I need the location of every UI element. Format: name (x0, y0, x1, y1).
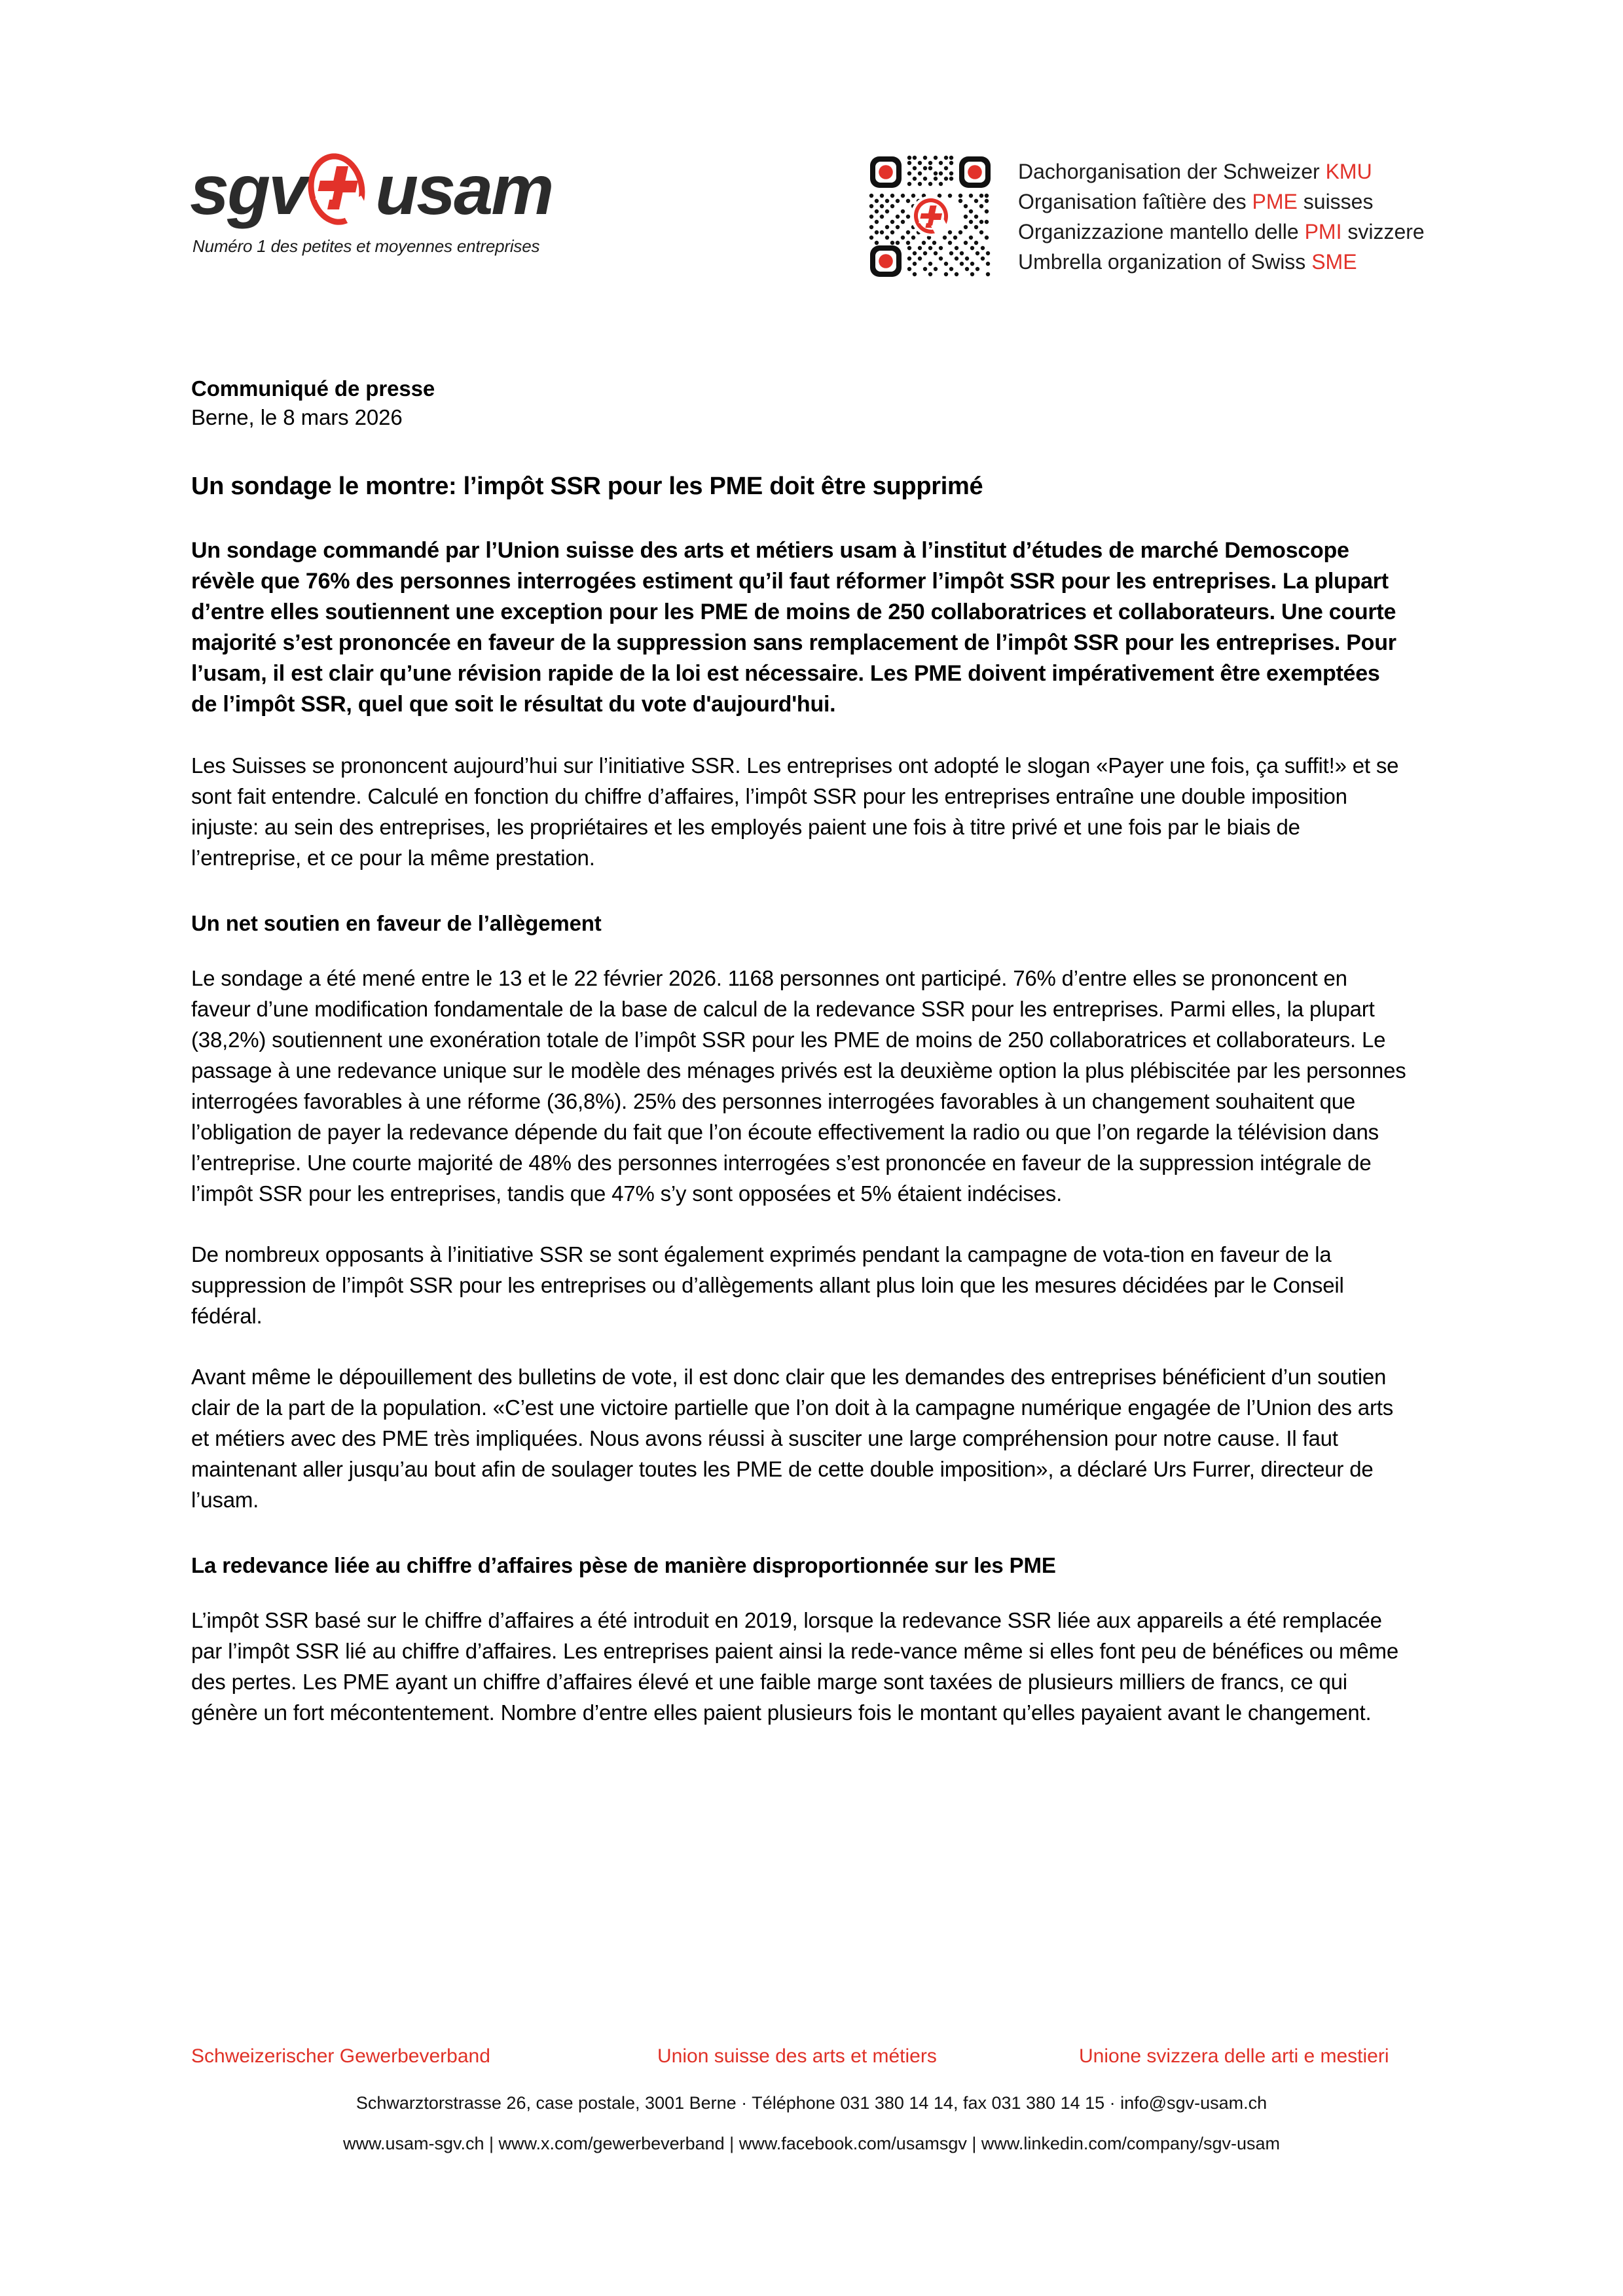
org-taglines (1018, 154, 1425, 277)
org-tagline-fr (1018, 187, 1425, 217)
org-tagline-fr-text: Organisation faîtière des (1018, 190, 1252, 213)
qr-code-icon[interactable] (867, 154, 993, 279)
swiss-cross-oval-icon (302, 152, 378, 228)
footer-contact-line: Schwarztorstrasse 26, case postale, 3001 Berne · Téléphone 031 380 14 14, fax 031 380 14 15 · info@sgv-usam.ch (356, 2093, 1267, 2113)
footer-org-it: Unione svizzera delle arti e mestieri (1079, 2045, 1389, 2067)
paragraph-2: Le sondage a été mené entre le 13 et le 22 février 2026. 1168 personnes ont participé. 76% d’entre elles se prononcent en faveur d’une modification fondamentale de la base de calcul de la redevance SSR pour les entreprises. Parmi elles, la plupart (38,2%) soutiennent une exonération totale de l’impôt SSR pour les PME de moins de 250 collaboratrices et collaborateurs. Le passage à une redevance unique sur le modèle des ménages privés est la deuxième option la plus plébiscitée par les personnes interrogées favorables à une réforme (36,8%). 25% des personnes interrogées favorables à un changement souhaitent que l’obligation de payer la redevance dépende du fait que l’on écoute effectivement la radio ou que l’on regarde la télévision dans l’entreprise. Une courte majorité de 48% des personnes interrogées s’est prononcée en faveur de la suppression intégrale de l’impôt SSR pour les entreprises, tandis que 47% s’y sont opposées et 5% étaient indécises. (191, 966, 1406, 1206)
org-tagline-it-text: Organizzazione mantello delle (1018, 220, 1305, 243)
paragraph-4: Avant même le dépouillement des bulletins de vote, il est donc clair que les demandes des entreprises bénéficient d’un soutien clair de la part de la population. «C’est une victoire partielle que l’on doit à la campagne numérique engagée de l’Union des arts et métiers avec des PME très impliquées. Nous avons réussi à susciter une large compréhension pour notre cause. Il faut maintenant aller jusqu’au bout afin de soulager toutes les PME de cette double imposition», a déclaré Urs Furrer, directeur de l’usam. (191, 1365, 1394, 1512)
org-tagline-de (1018, 156, 1425, 187)
usam-logo (190, 150, 714, 257)
subheading-support: Un net soutien en faveur de l’allègement (191, 911, 602, 935)
lead-paragraph: Un sondage commandé par l’Union suisse des arts et métiers usam à l’institut d’études de marché Demoscope révèle que 76% des personnes interrogées estiment qu’il faut réformer l’impôt SSR pour les entreprises. La plupart d’entre elles soutiennent une exception pour les PME de moins de 250 collaboratrices et collaborateurs. Une courte majorité s’est prononcée en faveur de la suppression sans remplacement de l’impôt SSR pour les entreprises. Pour l’usam, il est clair qu’une révision rapide de la loi est nécessaire. Les PME doivent impérativement être exemptées de l’impôt SSR, quel que soit le résultat du vote d'aujourd'hui. (191, 538, 1396, 717)
document-kicker: Communiqué de presse (191, 376, 435, 401)
footer-org-de: Schweizerischer Gewerbeverband (191, 2045, 490, 2067)
org-tagline-en-text: Umbrella organization of Swiss (1018, 250, 1312, 274)
org-tagline-en-accent: SME (1311, 250, 1357, 274)
logo-text-sgv: sgv (190, 150, 306, 229)
paragraph-5: L’impôt SSR basé sur le chiffre d’affaires a été introduit en 2019, lorsque la redevance SSR liée aux appareils a été remplacée par l’impôt SSR lié au chiffre d’affaires. Les entreprises paient ainsi la rede-vance même si elles font peu de bénéfices ou même des pertes. Les PME ayant un chiffre d’affaires élevé et une faible marge sont taxées de plusieurs milliers de francs, ce qui génère un fort mécontentement. Nombre d’entre elles paient plusieurs fois le montant qu’elles payaient avant le changement. (191, 1608, 1398, 1725)
subheading-revenue-fee: La redevance liée au chiffre d’affaires pèse de manière disproportionnée sur les PME (191, 1553, 1056, 1577)
org-tagline-de-text: Dachorganisation der Schweizer (1018, 160, 1326, 183)
org-tagline-fr-tail: suisses (1297, 190, 1374, 213)
org-tagline-fr-accent: PME (1252, 190, 1298, 213)
paragraph-3: De nombreux opposants à l’initiative SSR se sont également exprimés pendant la campagne de vota-tion en faveur de la suppression de l’impôt SSR pour les entreprises ou d’allègements allant plus loin que les mesures décidées par le Conseil fédéral. (191, 1242, 1344, 1328)
document-dateline: Berne, le 8 mars 2026 (191, 405, 403, 429)
org-tagline-it-accent: PMI (1304, 220, 1342, 243)
org-header-block (867, 154, 1425, 279)
org-tagline-it (1018, 217, 1425, 247)
footer-links-line: www.usam-sgv.ch | www.x.com/gewerbeverband | www.facebook.com/usamsgv | www.linkedin.com/company/sgv-usam (342, 2134, 1281, 2153)
org-tagline-en (1018, 247, 1425, 277)
page-title: Un sondage le montre: l’impôt SSR pour les PME doit être supprimé (191, 473, 983, 500)
paragraph-1: Les Suisses se prononcent aujourd’hui sur l’initiative SSR. Les entreprises ont adopté le slogan «Payer une fois, ça suffit!» et se sont fait entendre. Calculé en fonction du chiffre d’affaires, l’impôt SSR pour les entreprises entraîne une double imposition injuste: au sein des entreprises, les propriétaires et les employés paient une fois à titre privé et une fois par le biais de l’entreprise, et ce pour la même prestation. (191, 753, 1399, 870)
page-header (0, 147, 1623, 278)
document-body (191, 374, 1435, 1728)
logo-wordmark (190, 150, 714, 229)
footer-org-fr: Union suisse des arts et métiers (657, 2045, 937, 2067)
logo-tagline: Numéro 1 des petites et moyennes entreprises (192, 236, 540, 256)
org-tagline-it-tail: svizzere (1341, 220, 1425, 243)
logo-text-usam: usam (375, 150, 553, 229)
footer-org-names (0, 2045, 1623, 2077)
org-tagline-de-accent: KMU (1325, 160, 1372, 183)
qr-center-logo-icon (911, 196, 951, 236)
page-footer (0, 2045, 1623, 2157)
